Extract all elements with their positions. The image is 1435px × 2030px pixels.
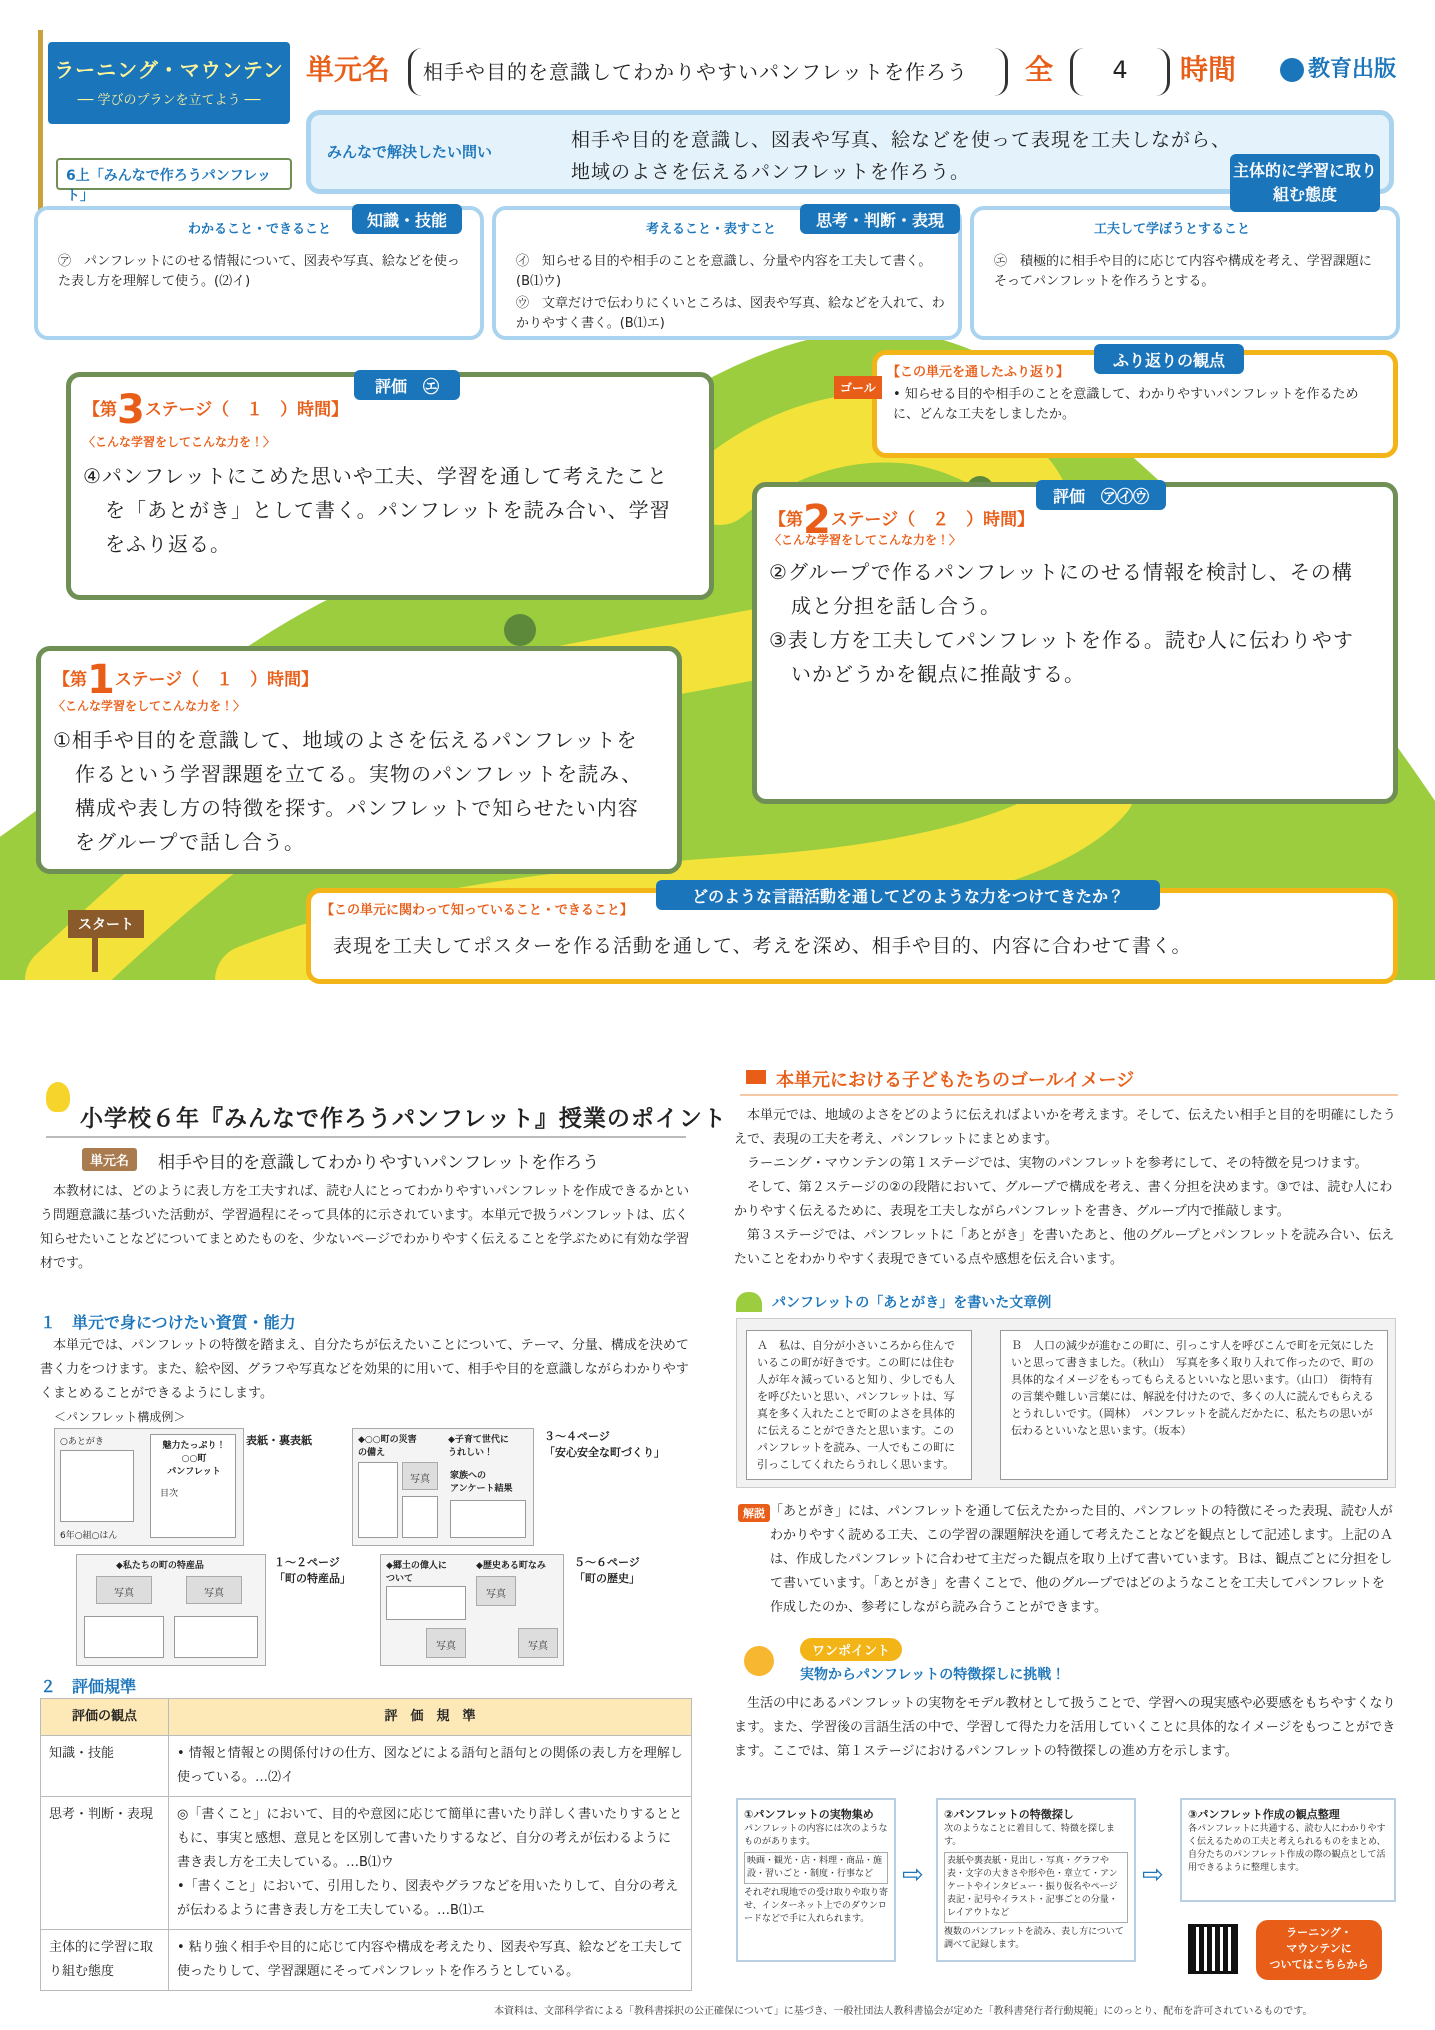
eval-aspect: 思考・判断・表現: [41, 1797, 169, 1930]
stage2-line: 成と分担を話し合う。: [791, 594, 1001, 618]
d-p34c: 家族への アンケート結果: [450, 1471, 513, 1494]
d-p34-box3: [450, 1500, 526, 1538]
stage2-line: ③表し方を工夫してパンフレットを作る。読む人に伝わりやす: [769, 628, 1354, 652]
flow-arrow-icon: ⇨: [902, 1860, 924, 1890]
eval-criteria: ◎「書くこと」において、目的や意図に応じて簡単に書いたり詳しく書いたりするとともに、事実と感想、意見とを区別して書いたりするなど、自分の考えが伝わるように書き表し方を工夫している。…B⑴ウ •「書くこと」において、引用したり、図表やグラフなどを用いたりして、自分の考えが伝わるように書き表し方を工夫している。…B⑴エ: [169, 1797, 692, 1930]
eval-col-criteria: 評 価 規 準: [169, 1699, 692, 1736]
eval-aspect: 主体的に学習に取り組む態度: [41, 1930, 169, 1991]
stage3-head-pre: 【第: [83, 400, 117, 420]
stage2-eval: 評価 ㋐㋑㋒: [1036, 480, 1166, 510]
unit-chip: 単元名: [82, 1148, 137, 1171]
stage3-line: をふり返る。: [105, 532, 231, 556]
d-p34-box1: [358, 1462, 398, 1538]
stage1-line: 作るという学習課題を立てる。実物のパンフレットを読み、: [75, 762, 643, 786]
eval-criteria: • 粘り強く相手や目的に応じて内容や構成を考えたり、図表や写真、絵などを工夫して使ったりして、学習課題にそってパンフレットを作ろうとしている。: [169, 1930, 692, 1991]
unit-label: 単元名: [306, 53, 391, 86]
stage1-line: ①相手や目的を意識して、地域のよさを伝えるパンフレットを: [53, 728, 638, 752]
stage1-head-pre: 【第: [53, 670, 87, 690]
goal-image-title: 本単元における子どもたちのゴールイメージ: [776, 1070, 1135, 1091]
total-hours: 4: [1070, 48, 1170, 96]
qr-badge[interactable]: ラーニング・ マウンテンに ついてはこちらから: [1256, 1920, 1382, 1980]
points-intro: 本教材には、どのように表し方を工夫すれば、読む人にとってわかりやすいパンフレットを作成できるかという問題意識に基づいた活動が、学習過程にそって具体的に示されています。本単元で扱うパンフレットは、広く知らせたいことなどについてまとめたものを、少ないページでわかりやすく伝えることを学ぶために有効な学習材です。: [40, 1184, 690, 1271]
stage2-head-post: ステージ（ ２ ）時間】: [830, 510, 1035, 530]
goal-attitude-tag: 主体的に学習に取り組む態度: [1230, 154, 1380, 212]
eval-criteria: • 情報と情報との関係付けの仕方、図などによる語句と語句との関係の表し方を理解し使っている。…⑵イ: [169, 1736, 692, 1797]
d-p56a: ◆郷土の偉人に ついて: [386, 1561, 447, 1584]
eval-aspect: 知識・技能: [41, 1736, 169, 1797]
d-p34-label: ３〜４ページ 「安心安全な町づくり」: [544, 1430, 665, 1459]
stage3-number: 3: [117, 387, 145, 433]
stage2-head-pre: 【第: [769, 510, 803, 530]
stage3-heading: [83, 387, 348, 433]
goal-image-text: [734, 1104, 1398, 1272]
sec1-text: 本単元では、パンフレットの特徴を踏まえ、自分たちが伝えたいことについて、テーマ、分量、構成を決めて書く力をつけます。また、絵や図、グラフや写真などを効果的に用いて、相手や目的を意識しながらわかりやすくまとめることができるようにします。: [40, 1338, 689, 1401]
stage1-line: をグループで話し合う。: [75, 830, 305, 854]
points-title: 小学校６年『みんなで作ろうパンフレット』授業のポイント: [80, 1106, 727, 1132]
goal-thinking-item-1: ㋑ 知らせる目的や相手のことを意識し、分量や内容を工夫して書く。(B⑴ウ): [516, 254, 932, 289]
table-row: [41, 1797, 692, 1930]
d-p12-label: １〜２ページ 「町の特産品」: [274, 1556, 351, 1585]
flow-step-text: 各パンフレットに共通する、読む人にわかりやすく伝えるための工夫と考えられるものをまとめ、自分たちのパンフレット作成の際の観点として活用できるように整理します。: [1188, 1824, 1386, 1873]
question-text-2: 地域のよさを伝えるパンフレットを作ろう。: [571, 161, 971, 183]
stage2-number: 2: [803, 497, 831, 543]
example-b: Ｂ 人口の減少が進むこの町に、引っこす人を呼びこんで町を元気にしたいと思って書きました。（秋山） 写真を多く取り入れて作ったので、町の具体的なイメージをもってもらえるといいなと思います。（山口） 街特有の言葉や難しい言葉には、解説を付けたので、多くの人に読んでもらえるとうれしいです。（岡林） パンフレットを読んだかたに、私たちの思いが伝わるといいなと思います。（坂本）: [1000, 1330, 1388, 1480]
stage1-number: 1: [87, 657, 115, 703]
goal-attitude-head: 工夫して学ぼうとすること: [1094, 222, 1251, 237]
goal-image-para: 第３ステージでは、パンフレットに「あとがき」を書いたあと、他のグループとパンフレットを読み合い、伝えたいことをわかりやすく表現できている点や感想を伝え合います。: [734, 1228, 1395, 1267]
kaisetsu-text: 「あとがき」には、パンフレットを通して伝えたかった目的、パンフレットの特徴にそった表現、読む人がわかりやすく読める工夫、この学習の課題解決を通して考えたことなどを観点として記述します。上記のＡは、作成したパンフレットに合わせて主だった観点を取り上げて書いています。Ｂは、観点ごとに分担をして書いています。「あとがき」を書くことで、他のグループではどのようなことを工夫してパンフレットを作成したのか、参考にしながら読み合うことができます。: [770, 1504, 1393, 1615]
goal-thinking-tag: 思考・判断・表現: [800, 204, 960, 234]
publisher-logo: [1280, 52, 1396, 83]
flow-step-box: 映画・観光・店・料理・商品・施設・習いごと・制度・行事など: [744, 1852, 888, 1884]
onepoint-title: 実物からパンフレットの特徴探しに挑戦！: [800, 1667, 1066, 1683]
goal-knowledge-head: わかること・できること: [188, 222, 332, 237]
reflect-head: 【この単元を通したふり返り】: [887, 365, 1070, 380]
unit-chip-name: 相手や目的を意識してわかりやすいパンフレットを作ろう: [158, 1153, 600, 1173]
publisher-name: 教育出版: [1308, 57, 1397, 82]
d-p34b: ◆子育て世代に うれしい！: [448, 1435, 509, 1458]
brand-title: ラーニング・マウンテン: [54, 58, 284, 82]
goal-image-para: 本単元では、地域のよさをどのように伝えればよいかを考えます。そして、伝えたい相手と目的を明確にしたうえで、表現の工夫を考え、パンフレットにまとめます。: [734, 1108, 1396, 1147]
start-post: [92, 936, 98, 972]
total-suffix: 時間: [1180, 53, 1237, 86]
stage2-line: ②グループで作るパンフレットにのせる情報を検討し、その構: [769, 560, 1353, 584]
flow-step-title: ③パンフレット作成の観点整理: [1188, 1808, 1340, 1821]
prior-head: 【この単元に関わって知っていること・できること】: [321, 903, 633, 918]
brand-subtitle: ── 学びのプランを立てよう ──: [77, 93, 261, 108]
goal-image-rule: [740, 1094, 1398, 1096]
d-p34-box2: [402, 1496, 438, 1538]
flow-step-1: [736, 1798, 896, 1962]
d-after: ○あとがき: [60, 1437, 104, 1447]
points-title-rule: [46, 1136, 686, 1138]
prior-tag: どのような言語活動を通してどのような力をつけてきたか？: [656, 880, 1160, 910]
brand-banner: [48, 42, 290, 124]
d-p56-box1: [386, 1586, 466, 1620]
question-text-1: 相手や目的を意識し、図表や写真、絵などを使って表現を工夫しながら、: [571, 129, 1232, 151]
d-cover-title: 魅力たっぷり！ ○○町 パンフレット: [162, 1441, 226, 1477]
stage2-body: [769, 555, 1389, 691]
d-toc: 目次: [160, 1489, 179, 1499]
flag-pole: [38, 30, 43, 210]
footer-note: 本資料は、文部科学省による「教科書採択の公正確保について」に基づき、一般社団法人教科書協会が定めた「教科書発行者行動規範」にのっとり、配布を許可されているものです。: [494, 2006, 1313, 2017]
qr-code[interactable]: [1188, 1924, 1238, 1974]
goal-flag-icon: [746, 1070, 766, 1084]
d-p12-photo2: 写真: [186, 1576, 242, 1604]
stage1-sub: 〈こんな学習をしてこんな力を！〉: [53, 699, 246, 713]
d-class: 6年○組○はん: [60, 1531, 118, 1541]
d-p56b: ◆歴史ある町なみ: [476, 1561, 546, 1571]
sun-icon: [744, 1646, 774, 1676]
onepoint-text: 生活の中にあるパンフレットの実物をモデル教材として扱うことで、学習への現実感や必要感をもちやすくなります。また、学習後の言語生活の中で、学習して得た力を活用していくことに具体的なイメージをもつことができます。ここでは、第１ステージにおけるパンフレットの特徴探しの進め方を示します。: [734, 1696, 1396, 1759]
eval-table: [40, 1698, 692, 1991]
d-after-box: [60, 1450, 134, 1522]
table-row: [41, 1930, 692, 1991]
d-p56-photo3: 写真: [518, 1628, 558, 1658]
stage3-sub: 〈こんな学習をしてこんな力を！〉: [83, 435, 276, 449]
flow-step-title: ②パンフレットの特徴探し: [944, 1808, 1074, 1821]
stage1-body: [53, 723, 673, 859]
d-p56-photo2: 写真: [476, 1576, 516, 1606]
d-p56-photo1: 写真: [426, 1628, 466, 1658]
flow-step-2: [936, 1798, 1136, 1962]
stage2-sub: 〈こんな学習をしてこんな力を！〉: [769, 533, 962, 547]
stage1-line: 構成や表し方の特徴を探す。パンフレットで知らせたい内容: [75, 796, 639, 820]
stage2-card: [752, 482, 1398, 804]
start-sign: スタート: [68, 910, 144, 938]
eval-table-header: [41, 1699, 692, 1736]
goal-thinking-item-2: ㋒ 文章だけで伝わりにくいところは、図表や写真、絵などを入れて、わかりやすく書く。(B⑴エ): [516, 296, 945, 331]
stage3-card: [66, 372, 714, 600]
question-label: みんなで解決したい問い: [327, 143, 493, 161]
stage3-line: を「あとがき」として書く。パンフレットを読み合い、学習: [105, 498, 671, 522]
d-p12-box2: [174, 1616, 258, 1658]
lightbulb-icon: [46, 1082, 70, 1112]
stage3-eval: 評価 ㋓: [354, 370, 460, 400]
kaisetsu-chip: 解説: [738, 1504, 770, 1522]
publisher-mark-icon: [1280, 58, 1304, 82]
stage2-line: いかどうかを観点に推敲する。: [791, 662, 1085, 686]
flow-step-3: [1180, 1798, 1396, 1902]
flow-step-note: それぞれ現地での受け取りや取り寄せ、インターネット上でのダウンロードなどで手に入れられます。: [744, 1888, 889, 1924]
table-row: [41, 1736, 692, 1797]
stage3-body: [83, 459, 703, 561]
d-p12-photo1: 写真: [96, 1576, 152, 1604]
flow-step-text: 次のようなことに着目して、特徴を探します。: [944, 1824, 1115, 1847]
d-p34-photo: 写真: [402, 1462, 438, 1490]
total-prefix: 全: [1025, 53, 1054, 86]
d-p12-box1: [84, 1616, 164, 1658]
eval-col-aspect: 評価の観点: [41, 1699, 169, 1736]
d-p12: ◆私たちの町の特産品: [116, 1561, 204, 1571]
unit-name: 相手や目的を意識してわかりやすいパンフレットを作ろう: [408, 48, 1008, 96]
goal-attitude: [970, 206, 1400, 340]
example-title: パンフレットの「あとがき」を書いた文章例: [772, 1295, 1052, 1311]
goal-flag: ゴール: [834, 376, 882, 399]
flow-step-text: パンフレットの内容には次のようなものがあります。: [744, 1824, 888, 1847]
flow-step-box: 表紙や裏表紙・見出し・写真・グラフや表・文字の大きさや形や色・章立て・アンケートやインタビュー・振り仮名やページ表記・記号やイラスト・記事ごとの分量・レイアウトなど: [944, 1852, 1128, 1923]
flow-step-note: 複数のパンフレットを読み、表し方について調べて記録します。: [944, 1927, 1124, 1950]
stage1-head-post: ステージ（ １ ）時間】: [114, 670, 319, 690]
goal-image-para: ラーニング・マウンテンの第１ステージでは、実物のパンフレットを参考にして、その特徴を見つけます。: [747, 1156, 1368, 1171]
onepoint-chip: ワンポイント: [800, 1638, 902, 1661]
d-p34a: ◆○○町の災害 の備え: [358, 1435, 417, 1458]
stage3-head-post: ステージ（ １ ）時間】: [144, 400, 349, 420]
reflect-text: • 知らせる目的や相手のことを意識して、わかりやすいパンフレットを作るために、どんな工夫をしましたか。: [893, 387, 1359, 422]
prior-text: 表現を工夫してポスターを作る活動を通して、考えを深め、相手や目的、内容に合わせて書く。: [333, 935, 1192, 957]
goal-image-para: そして、第２ステージの②の段階において、グループで構成を考え、書く分担を決めます。③では、読む人にわかりやすく伝えるために、表現を工夫しながらパンフレットを書き、グループ内で推敲します。: [734, 1180, 1393, 1219]
d-cover-label: 表紙・裏表紙: [246, 1434, 312, 1447]
goal-thinking-head: 考えること・表すこと: [646, 222, 777, 237]
reflect-tag: ふり返りの観点: [1094, 344, 1244, 374]
example-mountain-icon: [736, 1292, 762, 1312]
goal-attitude-item: ㋓ 積極的に相手や目的に応じて内容や構成を考え、学習課題にそってパンフレットを作ろうとする。: [994, 254, 1372, 289]
goal-knowledge-item: ㋐ パンフレットにのせる情報について、図表や写真、絵などを使った表し方を理解して使う。(⑵イ): [58, 254, 460, 289]
diagram-title: ＜パンフレット構成例＞: [54, 1410, 186, 1424]
flow-step-title: ①パンフレットの実物集め: [744, 1808, 874, 1821]
stage3-line: ④パンフレットにこめた思いや工夫、学習を通して考えたこと: [83, 464, 668, 488]
sec1-heading: １ 単元で身につけたい資質・能力: [40, 1313, 296, 1332]
d-p56-label: ５〜６ページ 「町の歴史」: [574, 1556, 640, 1585]
stage1-card: [36, 646, 682, 874]
goal-knowledge-tag: 知識・技能: [352, 204, 462, 234]
flow-arrow-icon: ⇨: [1142, 1860, 1164, 1890]
example-a: Ａ 私は、自分が小さいころから住んでいるこの町が好きです。この町には住む人が年々減っていると知り、少しでも人を呼びたいと思い、パンフレットは、写真を多く入れたことで町のよさを具体的に伝えることができたと思います。このパンフレットを読み、一人でもこの町に引っこしてくれたらうれしく思います。: [746, 1330, 972, 1480]
unit-tag: 6上「みんなで作ろうパンフレット」: [56, 158, 292, 190]
sec2-heading: ２ 評価規準: [40, 1677, 137, 1696]
